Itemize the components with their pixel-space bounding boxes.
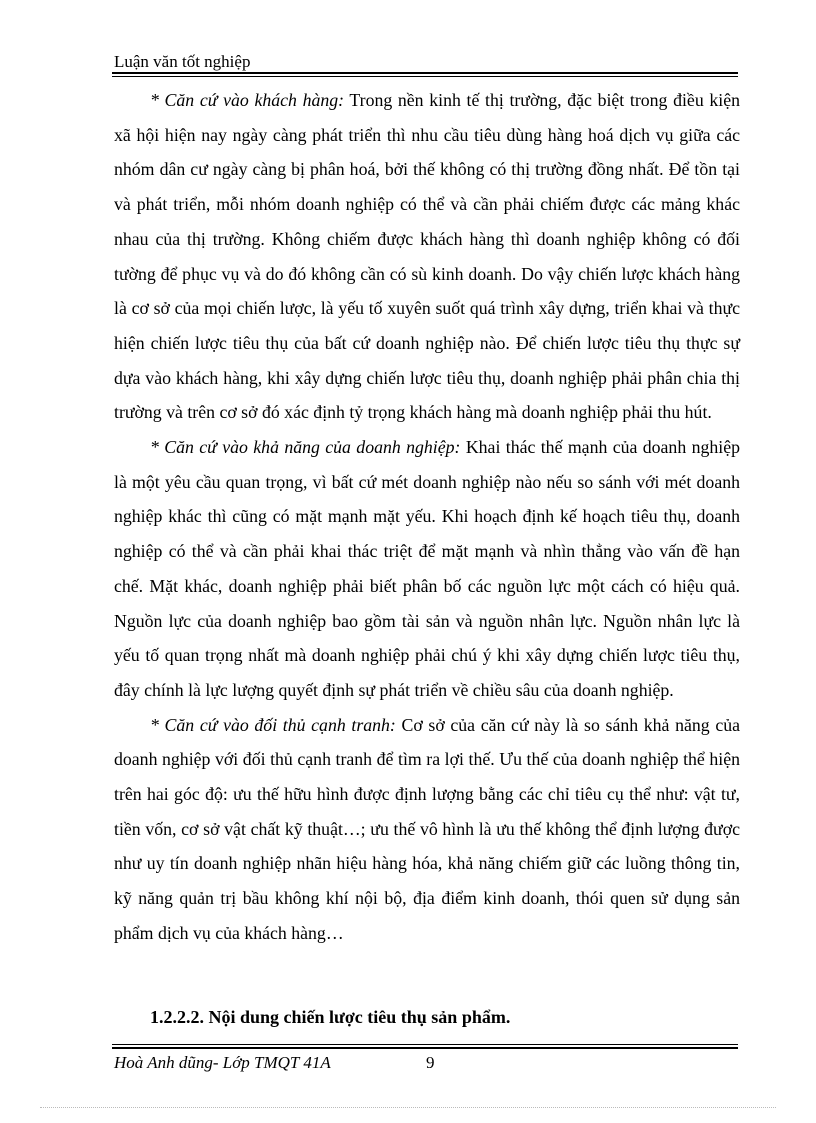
- header-rule: [112, 72, 738, 74]
- header-title: Luận văn tốt nghiệp: [114, 52, 251, 71]
- paragraph-lead: * Căn cứ vào đối thủ cạnh tranh:: [150, 714, 396, 735]
- footer-rule-thin: [112, 1044, 738, 1045]
- body-text: [114, 83, 740, 951]
- page-number: 9: [426, 1053, 435, 1072]
- footer-author: Hoà Anh dũng- Lớp TMQT 41A: [114, 1053, 331, 1072]
- paragraph-lead: * Căn cứ vào khả năng của doanh nghiệp:: [150, 437, 461, 458]
- page-edge-divider: [40, 1107, 776, 1108]
- paragraph-customers: [114, 83, 740, 430]
- paragraph-capability: [114, 430, 740, 708]
- paragraph-lead: * Căn cứ vào khách hàng:: [150, 90, 345, 110]
- paragraph-text: Trong nền kinh tế thị trường, đặc biệt trong điều kiện xã hội hiện nay ngày càng phát triển thì nhu cầu tiêu dùng hàng hoá dịch vụ giữa các nhóm dân cư ngày càng bị phân hoá, bởi thế không có thị trường đồng nhất. Để tồn tại và phát triển, mỗi nhóm doanh nghiệp có thể và cần phải chiếm được các mảng khác nhau của thị trường. Không chiếm được khách hàng thì doanh nghiệp không có đối tường để phục vụ và do đó không cần có sù kinh doanh. Do vậy chiến lược khách hàng là cơ sở của mọi chiến lược, là yếu tố xuyên suốt quá trình xây dựng, triển khai và thực hiện chiến lược tiêu thụ của bất cứ doanh nghiệp nào. Để chiến lược tiêu thụ thực sự dựa vào khách hàng, khi xây dựng chiến lược tiêu thụ, doanh nghiệp phải phân chia thị trường và trên cơ sở đó xác định tỷ trọng khách hàng mà doanh nghiệp phải thu hút.: [114, 90, 740, 423]
- paragraph-competitors: [114, 708, 740, 951]
- paragraph-text: Cơ sở của căn cứ này là so sánh khả năng của doanh nghiệp với đối thủ cạnh tranh để tìm ra lợi thế. Ưu thế của doanh nghiệp thể hiện trên hai góc độ: ưu thế hữu hình được định lượng bằng các chỉ tiêu cụ thể như: vật tư, tiền vốn, cơ sở vật chất kỹ thuật…; ưu thế vô hình là ưu thế không thể định lượng được như uy tín doanh nghiệp nhãn hiệu hàng hóa, khả năng chiếm giữ các luồng thông tin, kỹ năng quản trị bầu không khí nội bộ, địa điểm kinh doanh, thói quen sử dụng sản phẩm dịch vụ của khách hàng…: [114, 714, 740, 943]
- paragraph-text: Khai thác thế mạnh của doanh nghiệp là một yêu cầu quan trọng, vì bất cứ mét doanh nghiệp nào nếu so sánh với mét doanh nghiệp khác thì cũng có mặt mạnh mặt yếu. Khi hoạch định kế hoạch tiêu thụ, doanh nghiệp có thể và cần phải khai thác triệt để mặt mạnh và nhìn thẳng vào vấn đề hạn chế. Mặt khác, doanh nghiệp phải biết phân bố các nguồn lực một cách có hiệu quả. Nguồn lực của doanh nghiệp bao gồm tài sản và nguồn nhân lực. Nguồn nhân lực là yếu tố quan trọng nhất mà doanh nghiệp phải chú ý khi xây dựng chiến lược tiêu thụ, đây chính là lực lượng quyết định sự phát triển về chiều sâu của doanh nghiệp.: [114, 437, 740, 700]
- header-rule-thin: [112, 76, 738, 77]
- footer-rule: [112, 1047, 738, 1049]
- section-heading: 1.2.2.2. Nội dung chiến lược tiêu thụ sản phẩm.: [150, 1007, 511, 1027]
